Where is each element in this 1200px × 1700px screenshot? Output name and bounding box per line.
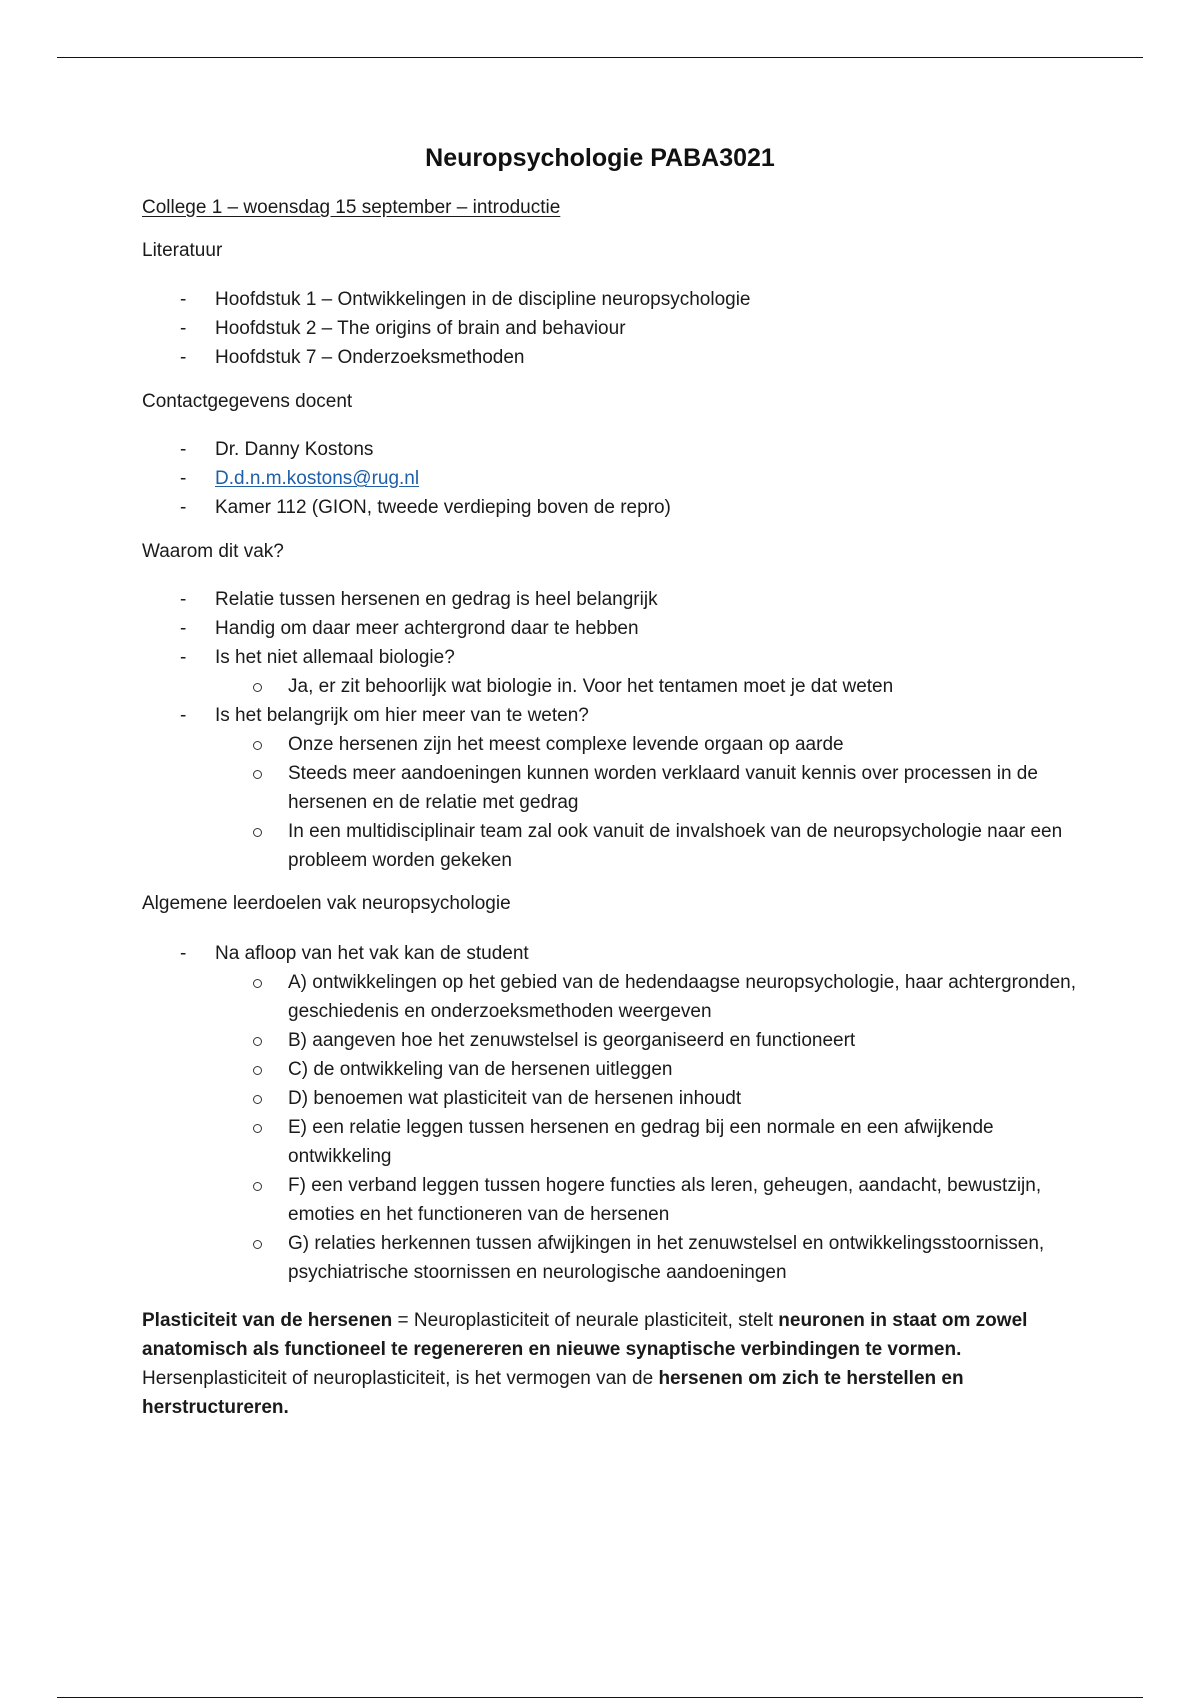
sub-list-item: In een multidisciplinair team zal ook vanuit de invalshoek van de neuropsychologie naar een probleem worden gekeken	[215, 817, 1082, 875]
leerdoelen-heading: Algemene leerdoelen vak neuropsychologie	[142, 893, 511, 914]
list-item: - Hoofdstuk 1 – Ontwikkelingen in de discipline neuropsychologie	[180, 289, 751, 310]
sub-list	[215, 968, 1082, 1287]
sub-list-item: F) een verband leggen tussen hogere functies als leren, geheugen, aandacht, bewustzijn, emoties en het functioneren van de hersenen	[215, 1171, 1082, 1229]
sub-list-item: C) de ontwikkeling van de hersenen uitleggen	[215, 1055, 1082, 1084]
list-item: - Is het niet allemaal biologie? Ja, er zit behoorlijk wat biologie in. Voor het tentamen moet je dat weten	[142, 643, 1082, 701]
sub-list-item: E) een relatie leggen tussen hersenen en gedrag bij een normale en een afwijkende ontwikkeling	[215, 1113, 1082, 1171]
contact-heading: Contactgegevens docent	[142, 391, 353, 412]
literatuur-heading: Literatuur	[142, 240, 223, 261]
bottom-rule	[57, 1697, 1143, 1698]
room-info: Kamer 112 (GION, tweede verdieping boven de repro)	[215, 497, 671, 518]
lecture-subtitle: College 1 – woensdag 15 september – introductie	[142, 197, 561, 218]
list-item: - Hoofdstuk 2 – The origins of brain and behaviour	[180, 318, 626, 339]
sub-list-item: Steeds meer aandoeningen kunnen worden verklaard vanuit kennis over processen in de hersenen en de relatie met gedrag	[215, 759, 1082, 817]
waarom-list	[142, 585, 1082, 875]
list-item: - Kamer 112 (GION, tweede verdieping boven de repro)	[180, 497, 671, 518]
top-rule	[57, 57, 1143, 58]
email-link[interactable]: D.d.n.m.kostons@rug.nl	[215, 468, 420, 489]
list-item: - Na afloop van het vak kan de student A) ontwikkelingen op het gebied van de hedendaagse neuropsychologie, haar achtergronden, geschiedenis en onderzoeksmethoden weergeven B) aangeven hoe het zenuwstelsel is georganiseerd en functioneert C) de ontwikkeling van de hersenen uitleggen D) benoemen wat plasticiteit van de hersenen inhoudt E) een relatie leggen tussen hersenen en gedrag bij een normale en een afwijkende ontwikkeling F) een verband leggen tussen hogere functies als leren, geheugen, aandacht, bewustzijn, emoties en het functioneren van de hersenen G) relaties herkennen tussen afwijkingen in het zenuwstelsel en ontwikkelingsstoornissen, psychiatrische stoornissen en neurologische aandoeningen	[142, 939, 1082, 1287]
waarom-heading: Waarom dit vak?	[142, 541, 284, 562]
sub-list-item: B) aangeven hoe het zenuwstelsel is georganiseerd en functioneert	[215, 1026, 1082, 1055]
sub-list-item: Onze hersenen zijn het meest complexe levende orgaan op aarde	[215, 730, 1082, 759]
list-item: - Dr. Danny Kostons	[180, 439, 374, 460]
plasticiteit-term: Plasticiteit van de hersenen	[142, 1310, 393, 1331]
sub-list-item: Ja, er zit behoorlijk wat biologie in. Voor het tentamen moet je dat weten	[215, 672, 1082, 701]
sub-list	[215, 730, 1082, 875]
sub-list-item: G) relaties herkennen tussen afwijkingen in het zenuwstelsel en ontwikkelingsstoornissen, psychiatrische stoornissen en neurologische aandoeningen	[215, 1229, 1082, 1287]
sub-list	[215, 672, 1082, 701]
sub-list-item: A) ontwikkelingen op het gebied van de hedendaagse neuropsychologie, haar achtergronden, geschiedenis en onderzoeksmethoden weergeven	[215, 968, 1082, 1026]
docent-name: Dr. Danny Kostons	[215, 439, 374, 460]
list-item: - Handig om daar meer achtergrond daar te hebben	[180, 618, 639, 639]
list-item: - Hoofdstuk 7 – Onderzoeksmethoden	[180, 347, 525, 368]
plasticiteit-paragraph: Plasticiteit van de hersenen = Neuroplasticiteit of neurale plasticiteit, stelt neuronen in staat om zowel anatomisch als functioneel te regenereren en nieuwe synaptische verbindingen te vormen. Hersenplasticiteit of neuroplasticiteit, is het vermogen van de hersenen om zich te herstellen en herstructureren.	[142, 1310, 1028, 1418]
list-item: - Relatie tussen hersenen en gedrag is heel belangrijk	[180, 589, 658, 610]
leerdoelen-list	[142, 939, 1082, 1287]
page-title: Neuropsychologie PABA3021	[425, 144, 775, 172]
contact-list	[142, 435, 1082, 522]
literatuur-list	[142, 285, 1082, 372]
list-item: - D.d.n.m.kostons@rug.nl	[180, 468, 420, 489]
sub-list-item: D) benoemen wat plasticiteit van de hersenen inhoudt	[215, 1084, 1082, 1113]
list-item: - Is het belangrijk om hier meer van te weten? Onze hersenen zijn het meest complexe levende orgaan op aarde Steeds meer aandoeningen kunnen worden verklaard vanuit kennis over processen in de hersenen en de relatie met gedrag In een multidisciplinair team zal ook vanuit de invalshoek van de neuropsychologie naar een probleem worden gekeken	[142, 701, 1082, 875]
